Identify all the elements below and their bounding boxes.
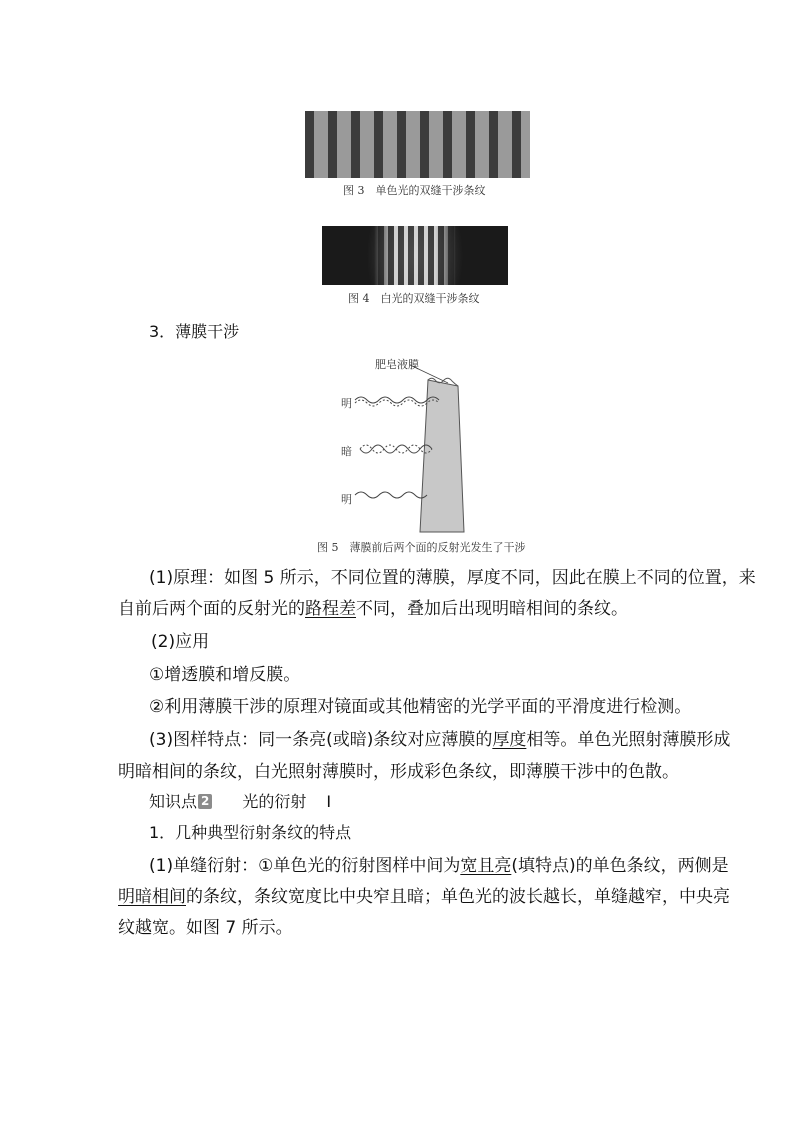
- principle-line-2-text-b: 不同，叠加后出现明暗相间的条纹。: [356, 599, 628, 619]
- single-slit-text-a: (1)单缝衍射：①单色光的衍射图样中间为: [149, 856, 461, 876]
- single-slit-line-1: [149, 856, 729, 876]
- figure-5-bright-label-bottom: 明: [341, 493, 352, 506]
- figure-3-fringes-image: [305, 111, 530, 178]
- single-slit-text-c: 的条纹，条纹宽度比中央窄且暗；单色光的波长越长，单缝越窄，中央亮: [186, 887, 730, 907]
- application-heading: (2)应用: [151, 632, 210, 652]
- application-item-2: ②利用薄膜干涉的原理对镜面或其他精密的光学平面的平滑度进行检测。: [149, 697, 692, 717]
- thickness-answer: 厚度: [492, 730, 527, 750]
- pattern-feature-text-b: 相等。单色光照射薄膜形成: [526, 730, 731, 750]
- knowledge-point-label: 知识点: [149, 792, 198, 811]
- single-slit-line-3: 纹越宽。如图 7 所示。: [118, 918, 293, 938]
- alternating-fringes-answer: 明暗相间: [118, 887, 186, 907]
- knowledge-point-level: Ⅰ: [326, 792, 332, 811]
- figure-5-diagram: [330, 352, 480, 537]
- path-difference-answer: 路程差: [305, 599, 356, 619]
- figure-5-film-label: 肥皂液膜: [375, 358, 419, 371]
- soap-film-svg: [330, 352, 480, 537]
- principle-line-2-text-a: 自前后两个面的反射光的: [118, 599, 305, 619]
- figure-5-caption: 图 5 薄膜前后两个面的反射光发生了干涉: [317, 541, 526, 554]
- wide-bright-answer: 宽且亮: [460, 856, 512, 876]
- figure-3-caption: 图 3 单色光的双缝干涉条纹: [343, 184, 486, 197]
- single-slit-line-2: [118, 887, 730, 907]
- pattern-feature-line-1: [149, 730, 730, 750]
- figure-5-dark-label: 暗: [341, 445, 352, 458]
- figure-4-fringes-image: [322, 226, 508, 285]
- application-item-1: ①增透膜和增反膜。: [149, 665, 301, 685]
- pattern-feature-text-a: (3)图样特点：同一条亮(或暗)条纹对应薄膜的: [149, 730, 493, 750]
- figure-5-bright-label-top: 明: [341, 397, 352, 410]
- principle-line-1: (1)原理：如图 5 所示，不同位置的薄膜，厚度不同，因此在膜上不同的位置，来: [149, 568, 756, 588]
- section-3-heading: 3．薄膜干涉: [149, 322, 240, 341]
- principle-line-2: [118, 599, 628, 619]
- knowledge-point-number-badge: 2: [198, 794, 212, 809]
- knowledge-point-2-header: [149, 792, 331, 812]
- section-1-heading: 1．几种典型衍射条纹的特点: [149, 823, 352, 842]
- pattern-feature-line-2: 明暗相间的条纹，白光照射薄膜时，形成彩色条纹，即薄膜干涉中的色散。: [118, 762, 679, 782]
- figure-4-caption: 图 4 白光的双缝干涉条纹: [348, 292, 480, 305]
- knowledge-point-title: 光的衍射: [242, 792, 307, 811]
- single-slit-text-b: (填特点)的单色条纹，两侧是: [511, 856, 729, 876]
